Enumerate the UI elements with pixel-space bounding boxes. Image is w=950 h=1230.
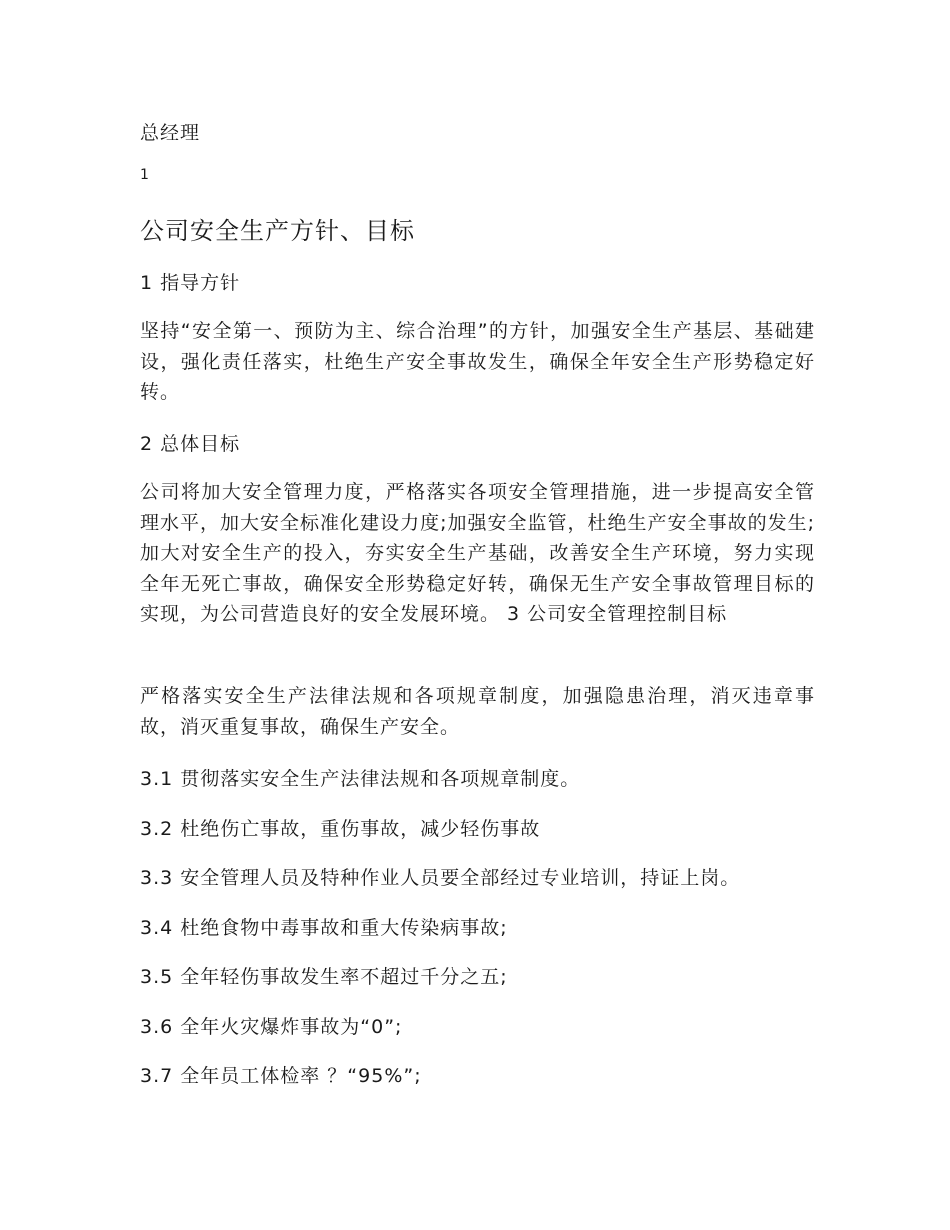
paragraph-overall-goal: 公司将加大安全管理力度，严格落实各项安全管理措施，进一步提高安全管理水平，加大安全标准化建设力度;加强安全监管，杜绝生产安全事故的发生;加大对安全生产的投入，夯实安全生产基础，改善安全生产环境，努力实现全年无死亡事故，确保安全形势稳定好转，确保无生产安全事故管理目标的实现，为公司营造良好的安全发展环境。 3 公司安全管理控制目标 [140,481,815,625]
list-item: 3.4 杜绝食物中毒事故和重大传染病事故; [140,917,508,939]
list-item: 3.3 安全管理人员及特种作业人员要全部经过专业培训，持证上岗。 [140,867,741,889]
page-number: 1 [140,167,150,183]
section-heading-overall-goal: 2 总体目标 [140,433,241,455]
paragraph-guideline: 坚持“安全第一、预防为主、综合治理”的方针，加强安全生产基层、基础建设，强化责任落实，杜绝生产安全事故发生，确保全年安全生产形势稳定好转。 [140,320,815,403]
list-item: 3.5 全年轻伤事故发生率不超过千分之五; [140,966,508,988]
list-item: 3.6 全年火灾爆炸事故为“0”; [140,1016,403,1038]
list-item: 3.1 贯彻落实安全生产法律法规和各项规章制度。 [140,768,581,790]
document-title: 公司安全生产方针、目标 [140,217,415,245]
list-item: 3.2 杜绝伤亡事故，重伤事故，减少轻伤事故 [140,818,541,840]
paragraph-control-goal: 严格落实安全生产法律法规和各项规章制度，加强隐患治理，消灭违章事故，消灭重复事故，确保生产安全。 [140,685,815,738]
signer-label: 总经理 [140,122,201,144]
list-item: 3.7 全年员工体检率 ？“95%”; [140,1065,422,1087]
section-heading-guideline: 1 指导方针 [140,272,241,294]
